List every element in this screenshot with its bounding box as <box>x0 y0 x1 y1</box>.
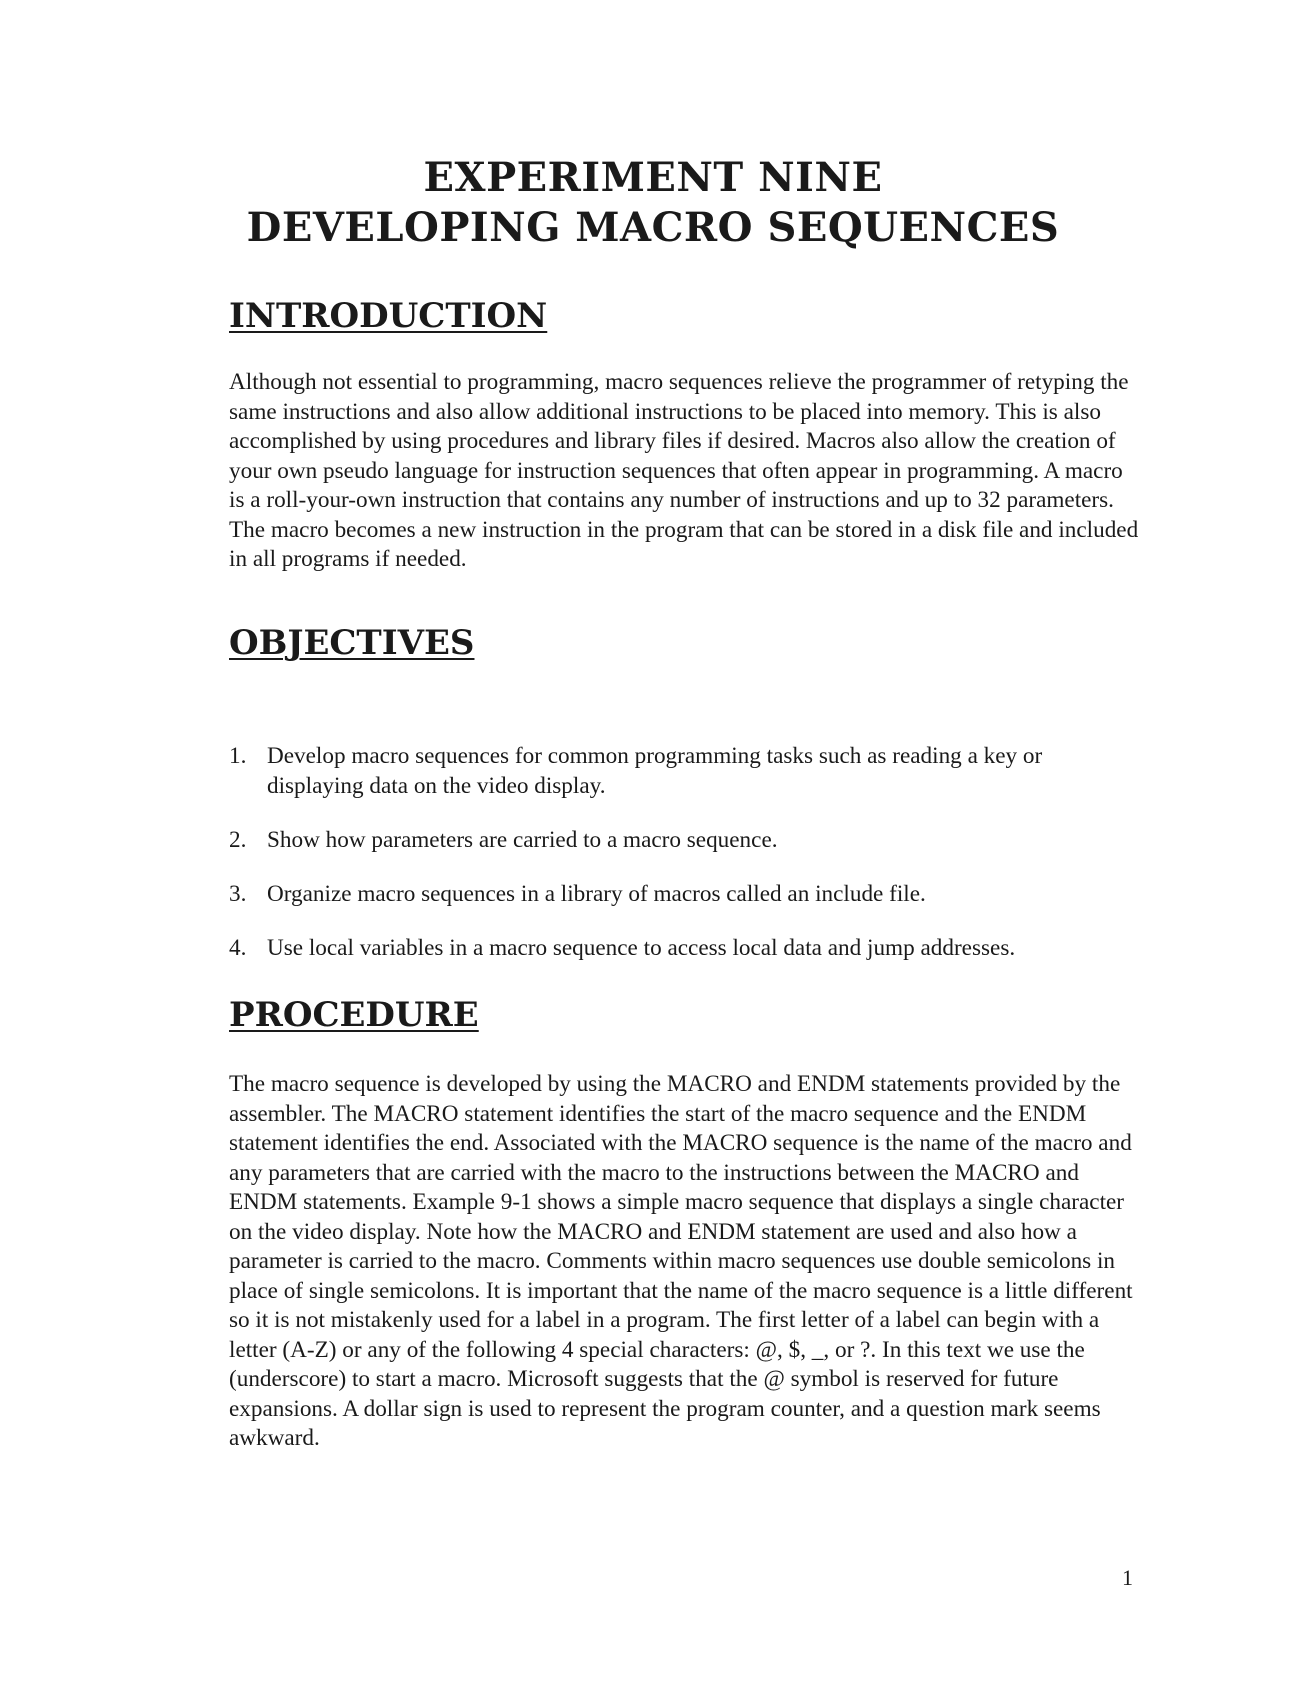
objective-item-4 <box>229 934 1139 964</box>
introduction-paragraph: Although not essential to programming, macro sequences relieve the programmer of retyping the same instructions and also allow additional instructions to be placed into memory. This is also accomplished by using procedures and library files if desired. Macros also allow the creation of your own pseudo language for instruction sequences that often appear in programming. A macro is a roll-your-own instruction that contains any number of instructions and up to 32 parameters. The macro becomes a new instruction in the program that can be stored in a disk file and included in all programs if needed. <box>229 369 1139 572</box>
title-line-2: DEVELOPING MACRO SEQUENCES <box>246 204 1060 251</box>
objective-text: Organize macro sequences in a library of macros called an include file. <box>267 880 926 907</box>
objective-number: 2. <box>229 826 247 853</box>
procedure-heading: PROCEDURE <box>229 995 479 1035</box>
objective-item-2 <box>229 826 1139 856</box>
introduction-heading: INTRODUCTION <box>229 296 548 336</box>
objective-number: 3. <box>229 880 247 907</box>
title-line-1: EXPERIMENT NINE <box>423 154 883 201</box>
objectives-heading: OBJECTIVES <box>229 623 475 663</box>
objective-item-1 <box>229 742 1139 801</box>
objective-number: 4. <box>229 934 247 961</box>
objectives-list <box>229 742 1139 988</box>
objective-text: Develop macro sequences for common programming tasks such as reading a key or displaying data on the video display. <box>267 743 1043 799</box>
page-number: 1 <box>1122 1565 1133 1590</box>
procedure-paragraph: The macro sequence is developed by using the MACRO and ENDM statements provided by the assembler. The MACRO statement identifies the start of the macro sequence and the ENDM statement identifies the end. Associated with the MACRO sequence is the name of the macro and any parameters that are carried with the macro to the instructions between the MACRO and ENDM statements. Example 9-1 shows a simple macro sequence that displays a single character on the video display. Note how the MACRO and ENDM statement are used and also how a parameter is carried to the macro. Comments within macro sequences use double semicolons in place of single semicolons. It is important that the name of the macro sequence is a little different so it is not mistakenly used for a label in a program. The first letter of a label can begin with a letter (A-Z) or any of the following 4 special characters: @, $, _, or ?. In this text we use the (underscore) to start a macro. Microsoft suggests that the @ symbol is reserved for future expansions. A dollar sign is used to represent the program counter, and a question mark seems awkward. <box>229 1071 1133 1451</box>
objective-item-3 <box>229 880 1139 910</box>
document-title <box>0 153 1306 253</box>
objective-text: Show how parameters are carried to a macro sequence. <box>267 826 778 853</box>
objective-number: 1. <box>229 743 247 769</box>
objective-text: Use local variables in a macro sequence to access local data and jump addresses. <box>267 934 1016 961</box>
